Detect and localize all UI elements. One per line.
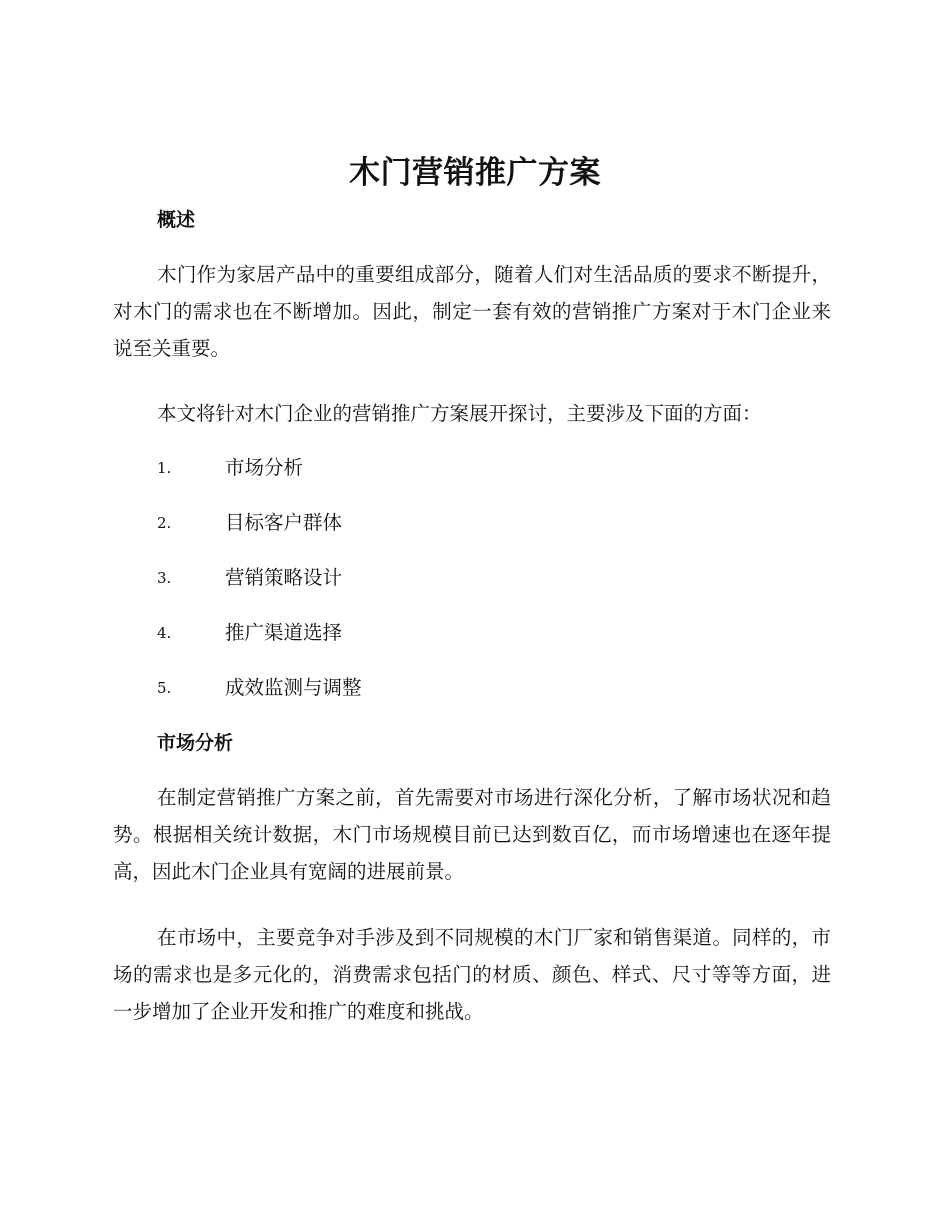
list-item-number: 5. [157, 679, 172, 697]
list-item-text: 营销策略设计 [225, 566, 343, 589]
section-heading-overview: 概述 [157, 209, 196, 231]
market-paragraph-2: 在市场中，主要竞争对手涉及到不同规模的木门厂家和销售渠道。同样的，市场的需求也是多元化的，消费需求包括门的材质、颜色、样式、尺寸等等方面，进一步增加了企业开发和推广的难度和挑战。 [113, 926, 831, 1023]
list-item-text: 推广渠道选择 [225, 621, 343, 644]
overview-paragraph-2: 本文将针对木门企业的营销推广方案展开探讨，主要涉及下面的方面： [157, 402, 762, 425]
market-paragraph-1: 在制定营销推广方案之前，首先需要对市场进行深化分析，了解市场状况和趋势。根据相关统计数据，木门市场规模目前已达到数百亿，而市场增速也在逐年提高，因此木门企业具有宽阔的进展前景。 [113, 786, 831, 883]
section-heading-market-analysis: 市场分析 [157, 732, 234, 754]
list-item-text: 市场分析 [225, 456, 304, 479]
list-item-text: 目标客户群体 [225, 511, 343, 534]
list-item-number: 3. [157, 569, 172, 587]
overview-paragraph-1: 木门作为家居产品中的重要组成部分，随着人们对生活品质的要求不断提升，对木门的需求也在不断增加。因此，制定一套有效的营销推广方案对于木门企业来说至关重要。 [113, 263, 831, 360]
list-item-number: 1. [157, 459, 172, 477]
list-item-text: 成效监测与调整 [225, 676, 362, 699]
document-title: 木门营销推广方案 [349, 155, 601, 191]
list-item-number: 2. [157, 514, 172, 532]
list-item-number: 4. [157, 624, 172, 642]
